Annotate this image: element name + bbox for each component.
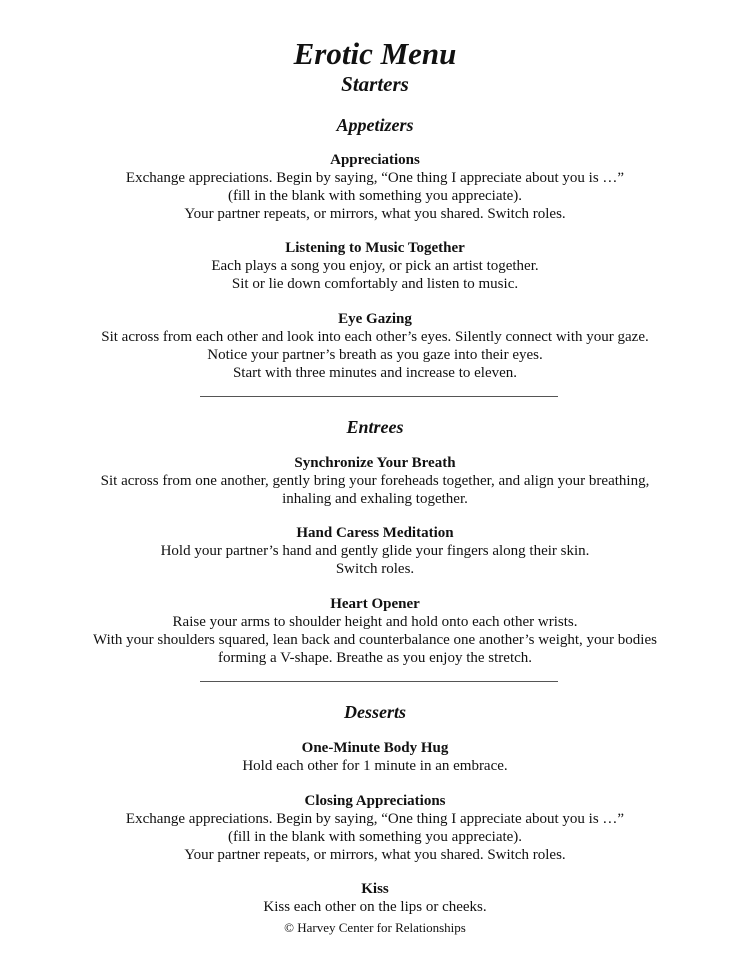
section-divider — [200, 396, 558, 397]
menu-item-title: Closing Appreciations — [304, 793, 446, 809]
menu-item-description-line: Exchange appreciations. Begin by saying, “One thing I appreciate about you is …” — [125, 170, 625, 186]
menu-item-description-line: Each plays a song you enjoy, or pick an artist together. — [211, 258, 539, 274]
menu-item-description-line: Switch roles. — [335, 561, 415, 577]
menu-item-eye-gazing — [0, 310, 750, 382]
section-divider — [200, 681, 558, 682]
section-heading-desserts: Desserts — [344, 702, 406, 722]
menu-item-kiss — [0, 880, 750, 916]
section-heading-appetizers: Appetizers — [336, 115, 414, 135]
menu-item-description-line: Hold your partner’s hand and gently glide your fingers along their skin. — [160, 543, 590, 559]
menu-item-listening-to-music — [0, 239, 750, 293]
menu-item-title: Appreciations — [330, 152, 420, 168]
menu-item-title: Listening to Music Together — [285, 240, 465, 256]
menu-item-description-line: (fill in the blank with something you appreciate). — [227, 829, 523, 845]
menu-item-description-line: Start with three minutes and increase to eleven. — [232, 365, 518, 381]
menu-item-title: Kiss — [361, 881, 389, 897]
menu-item-description-line: forming a V-shape. Breathe as you enjoy the stretch. — [217, 650, 533, 666]
menu-item-closing-appreciations — [0, 792, 750, 864]
menu-item-title: Heart Opener — [330, 596, 420, 612]
menu-item-description-line: inhaling and exhaling together. — [282, 491, 468, 507]
page-subtitle: Starters — [341, 72, 409, 96]
menu-item-description-line: Notice your partner’s breath as you gaze into their eyes. — [207, 347, 543, 363]
menu-item-description-line: Raise your arms to shoulder height and hold onto each other wrists. — [172, 614, 578, 630]
menu-item-description-line: Kiss each other on the lips or cheeks. — [263, 899, 487, 915]
menu-item-description-line: With your shoulders squared, lean back and counterbalance one another’s weight, your bodies — [93, 632, 657, 648]
menu-item-one-minute-body-hug — [0, 739, 750, 775]
menu-item-description-line: Your partner repeats, or mirrors, what you shared. Switch roles. — [184, 206, 566, 222]
page-title: Erotic Menu — [293, 36, 457, 71]
menu-item-description-line: Sit across from each other and look into each other’s eyes. Silently connect with your gaze. — [101, 329, 649, 345]
menu-item-title: One-Minute Body Hug — [301, 740, 449, 756]
menu-item-heart-opener — [0, 595, 750, 667]
menu-item-description-line: Hold each other for 1 minute in an embrace. — [242, 758, 508, 774]
copyright-footer: © Harvey Center for Relationships — [284, 920, 466, 935]
menu-item-description-line: (fill in the blank with something you appreciate). — [227, 188, 523, 204]
menu-item-synchronize-breath — [0, 454, 750, 508]
menu-item-title: Synchronize Your Breath — [294, 455, 456, 471]
menu-item-title: Eye Gazing — [338, 311, 412, 327]
menu-item-description-line: Sit across from one another, gently bring your foreheads together, and align your breathing, — [100, 473, 650, 489]
menu-item-title: Hand Caress Meditation — [296, 525, 454, 541]
section-heading-entrees: Entrees — [346, 417, 404, 437]
menu-item-description-line: Exchange appreciations. Begin by saying, “One thing I appreciate about you is …” — [125, 811, 625, 827]
menu-item-hand-caress-meditation — [0, 524, 750, 578]
menu-item-description-line: Your partner repeats, or mirrors, what you shared. Switch roles. — [184, 847, 566, 863]
menu-item-description-line: Sit or lie down comfortably and listen to music. — [231, 276, 519, 292]
menu-item-appreciations — [0, 151, 750, 223]
